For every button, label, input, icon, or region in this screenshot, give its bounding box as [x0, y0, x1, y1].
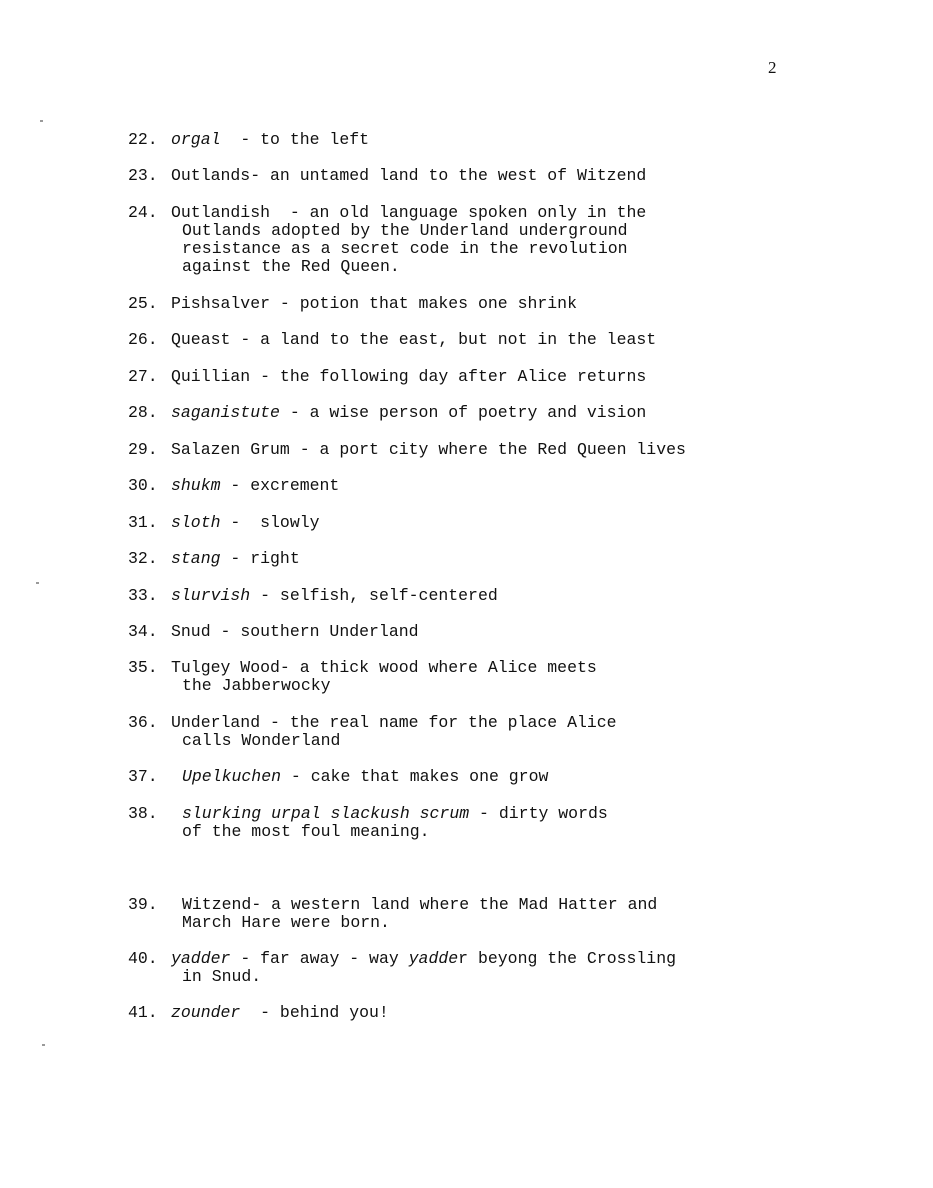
entry-number: 35. [128, 658, 158, 677]
glossary-entry [128, 805, 608, 841]
entry-continuation-line: against the Red Queen. [182, 257, 400, 276]
entry-term: Snud [171, 622, 211, 641]
scan-speck [40, 120, 43, 122]
entry-term: yadder [171, 949, 231, 968]
entry-definition: - right [220, 549, 300, 568]
entry-term: slurking urpal slackush scrum [182, 804, 470, 823]
glossary-entry [128, 514, 320, 532]
entry-term: zounder [171, 1003, 241, 1022]
entry-number: 41. [128, 1003, 158, 1022]
glossary-entry [128, 659, 597, 695]
entry-definition: - a wise person of poetry and vision [279, 403, 647, 422]
entry-number: 27. [128, 367, 158, 386]
entry-term: Tulgey Wood [171, 658, 280, 677]
glossary-entry [128, 1004, 389, 1022]
entry-definition: - the real name for the place Alice [260, 713, 617, 732]
entry-definition: - a port city where the Red Queen lives [289, 440, 686, 459]
entry-term: slurvish [171, 586, 251, 605]
entry-definition: - an untamed land to the west of Witzend [250, 166, 647, 185]
entry-number: 22. [128, 130, 158, 149]
entry-continuation-line: calls Wonderland [182, 731, 341, 750]
glossary-entry [128, 768, 548, 786]
entry-definition: - potion that makes one shrink [270, 294, 577, 313]
entry-number: 32. [128, 549, 158, 568]
entry-term: orgal [171, 130, 221, 149]
entry-number: 37. [128, 767, 158, 786]
entry-term: Pishsalver [171, 294, 271, 313]
entry-definition-italic: yadde [408, 949, 459, 968]
entry-number: 31. [128, 513, 158, 532]
entry-definition: - to the left [220, 130, 370, 149]
entry-definition: - the following day after Alice returns [250, 367, 647, 386]
entry-definition: - far away - way [230, 949, 409, 968]
entry-number: 26. [128, 330, 158, 349]
entry-definition: - excrement [220, 476, 340, 495]
entry-term: Witzend [182, 895, 252, 914]
entry-term: stang [171, 549, 221, 568]
entry-number: 33. [128, 586, 158, 605]
entry-definition: - a land to the east, but not in the least [230, 330, 657, 349]
entry-number: 34. [128, 622, 158, 641]
glossary-entry [128, 368, 646, 386]
entry-number: 24. [128, 203, 158, 222]
glossary-entry [128, 550, 300, 568]
entry-definition: - a western land where the Mad Hatter and [251, 895, 658, 914]
entry-number: 23. [128, 166, 158, 185]
entry-definition: - behind you! [240, 1003, 389, 1022]
entry-number: 38. [128, 804, 158, 823]
entry-term: Outlands [171, 166, 251, 185]
glossary-entry [128, 714, 617, 750]
glossary-entry [128, 204, 646, 276]
entry-term: Underland [171, 713, 261, 732]
glossary-entry [128, 623, 419, 641]
entry-continuation-line: March Hare were born. [182, 913, 390, 932]
page-number: 2 [768, 58, 777, 77]
entry-definition: - an old language spoken only in the [270, 203, 647, 222]
entry-number: 28. [128, 403, 158, 422]
glossary-entry [128, 896, 657, 932]
entry-number: 39. [128, 895, 158, 914]
entry-definition: - a thick wood where Alice meets [279, 658, 597, 677]
scan-speck [36, 582, 39, 584]
entry-term: shukm [171, 476, 221, 495]
glossary-entry [128, 441, 686, 459]
entry-term: saganistute [171, 403, 280, 422]
entry-term: Queast [171, 330, 231, 349]
entry-definition: - selfish, self-centered [250, 586, 498, 605]
glossary-entry [128, 295, 577, 313]
entry-continuation-line: of the most foul meaning. [182, 822, 430, 841]
entry-continuation-line: in Snud. [182, 967, 262, 986]
entry-definition: - southern Underland [210, 622, 419, 641]
entry-number: 29. [128, 440, 158, 459]
entry-definition: - dirty words [469, 804, 608, 823]
glossary-entry [128, 587, 498, 605]
entry-definition-rest: r beyong the Crossling [458, 949, 677, 968]
entry-term: Upelkuchen [182, 767, 282, 786]
scan-speck [42, 1044, 45, 1046]
glossary-entry [128, 950, 676, 986]
entry-continuation-line: Outlands adopted by the Underland underground [182, 221, 628, 240]
entry-definition: - slowly [220, 513, 320, 532]
glossary-entry [128, 167, 646, 185]
entry-continuation-line: the Jabberwocky [182, 676, 331, 695]
entry-term: Outlandish [171, 203, 271, 222]
entry-term: sloth [171, 513, 221, 532]
glossary-entry [128, 331, 656, 349]
glossary-entry [128, 131, 369, 149]
entry-number: 36. [128, 713, 158, 732]
entry-number: 25. [128, 294, 158, 313]
entry-number: 30. [128, 476, 158, 495]
glossary-entry [128, 477, 339, 495]
entry-definition: - cake that makes one grow [281, 767, 549, 786]
entry-term: Quillian [171, 367, 251, 386]
glossary-entry [128, 404, 646, 422]
entry-continuation-line: resistance as a secret code in the revolution [182, 239, 628, 258]
entry-term: Salazen Grum [171, 440, 290, 459]
entry-number: 40. [128, 949, 158, 968]
